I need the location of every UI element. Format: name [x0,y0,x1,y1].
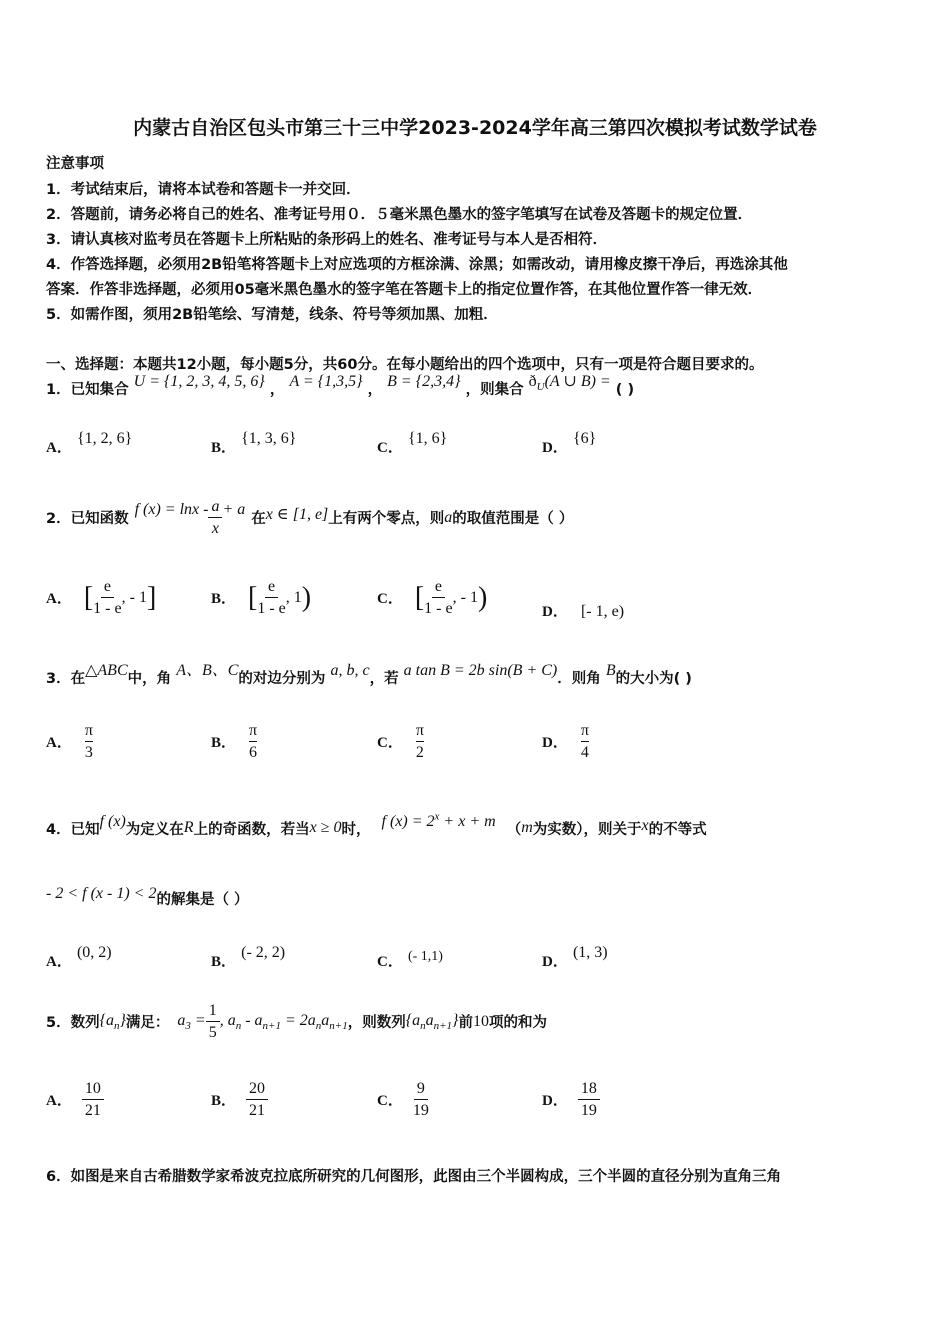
option-d[interactable]: D． {6} [542,430,597,456]
option-a[interactable]: A． $\frac{\pi}{3}$ [46,722,93,761]
option-a[interactable]: A． [ $\frac{e}{1 - e}$ , - 1 ] [46,578,157,617]
question-4-cont: - 2 < f (x - 1) < 2的解集是（ ） [46,885,249,908]
option-a[interactable]: A． {1, 2, 6} [46,430,133,456]
q1-complement: $ð_U(A$ ∪ B) = [528,373,611,394]
notice-item: 5．如需作图，须用2B铅笔绘、写清楚，线条、符号等须加黑、加粗． [46,307,498,323]
option-b[interactable]: B． (- 2, 2) [211,944,286,970]
question-5: 5．数列 $\{a_n\}$ 满足： $a_3$ = $\frac{1}{5}$ , $a_n - a_{n+1} = 2a_na_{n+1}$ ，则数列 $\{a_na_{n+1}\}$ 前 10 项的和为 [46,1002,547,1041]
q2-function: f (x) = lnx - [134,500,209,518]
notice-item: 答案．作答非选择题，必须用05毫米黑色墨水的签字笔在答题卡上的指定位置作答，在其他位置作答一律无效． [46,282,763,298]
q1-set-a: A = {1,3,5} [289,373,363,390]
option-d[interactable]: D． $\frac{\pi}{4}$ [542,722,589,761]
question-2: 2．已知函数 f (x) = lnx - $\frac{a}{x}$ + a 在 x ∈ [1, e] 上有两个零点，则 a 的取值范围是（ ） [46,498,574,537]
option-c[interactable]: C． (- 1,1) [377,949,443,970]
q1-set-u: U = {1, 2, 3, 4, 5, 6} [133,373,265,390]
section-heading: 一、选择题：本题共12小题，每小题5分，共60分。在每小题给出的四个选项中，只有一项是符合题目要求的。 [46,357,764,373]
option-d[interactable]: D． [- 1, e) [542,603,625,620]
q2-fraction: $\frac{a}{x}$ [208,498,222,537]
q2-interval: x ∈ [1, e] [265,505,329,523]
option-c[interactable]: C． [ $\frac{e}{1 - e}$ , - 1 ) [377,578,488,617]
option-b[interactable]: B． {1, 3, 6} [211,430,297,456]
q1-set-b: B = {2,3,4} [387,373,461,390]
option-b[interactable]: B． $\frac{\pi}{6}$ [211,722,258,761]
page-title: 内蒙古自治区包头市第三十三中学2023-2024学年高三第四次模拟考试数学试卷 [133,117,817,139]
option-c[interactable]: C． $\frac{9}{19}$ [377,1080,429,1119]
notice-item: 3．请认真核对监考员在答题卡上所粘贴的条形码上的姓名、准考证号与本人是否相符． [46,232,608,248]
notice-heading: 注意事项 [46,156,104,172]
notice-item: 2．答题前，请务必将自己的姓名、准考证号用０．５毫米黑色墨水的签字笔填写在试卷及答题卡的规定位置． [46,207,753,223]
notice-item: 1．考试结束后，请将本试卷和答题卡一并交回． [46,182,361,198]
q1-mid: ，则集合 [465,382,524,398]
question-6: 6．如图是来自古希腊数学家希波克拉底所研究的几何图形，此图由三个半圆构成，三个半圆的直径分别为直角三角 [46,1169,782,1185]
q1-lead: 1．已知集合 [46,382,129,398]
question-3: 3．在△ABC中，角 A、B、C的对边分别为 a, b, c，若 a tan B = 2b sin(B + C)．则角 B的大小为( ) [46,662,692,687]
option-a[interactable]: A． $\frac{10}{21}$ [46,1080,104,1119]
option-d[interactable]: D． $\frac{18}{19}$ [542,1080,600,1119]
option-b[interactable]: B． [ $\frac{e}{1 - e}$ , 1 ) [211,578,312,617]
option-a[interactable]: A． (0, 2) [46,944,112,970]
option-b[interactable]: B． $\frac{20}{21}$ [211,1080,268,1119]
option-c[interactable]: C． {1, 6} [377,430,448,456]
notice-item: 4．作答选择题，必须用2B铅笔将答题卡上对应选项的方框涂满、涂黑；如需改动，请用橡皮擦干净后，再选涂其他 [46,257,788,273]
option-c[interactable]: C． $\frac{\pi}{2}$ [377,722,424,761]
q1-tail: ( ) [615,382,635,398]
question-4: 4．已知f (x)为定义在R上的奇函数，若当x ≥ 0时， f $(x) = 2^x + x + m$ （m为实数），则关于x的不等式 [46,810,707,838]
option-d[interactable]: D． (1, 3) [542,944,608,970]
question-1: 1．已知集合 U = {1, 2, 3, 4, 5, 6} ， A = {1,3,5} ， B = {2,3,4} ，则集合 $ð_U(A$ ∪ B) = ( ) [46,373,635,398]
